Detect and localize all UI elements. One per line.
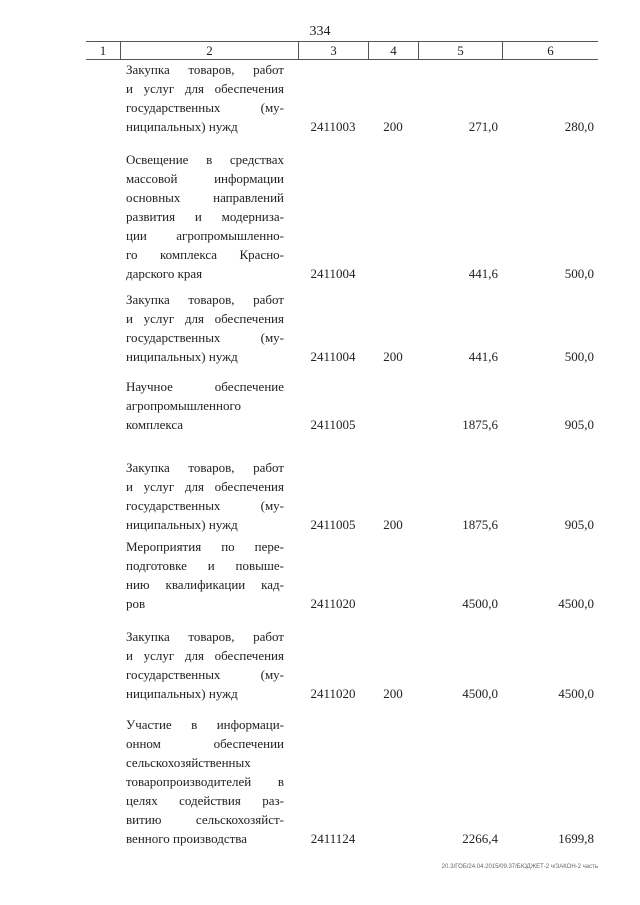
row-name-line: ниципальных) нужд [126,119,238,134]
row-name-line: ниципальных) нужд [126,349,238,364]
row-name-line: комплекса [126,417,184,432]
row-name-line: развития и модерниза- [126,209,284,224]
row-value-col5: 4500,0 [462,596,498,611]
row-name-line: витию сельскохозяйст- [126,812,284,827]
row-name [126,715,284,848]
row-code: 2411124 [310,831,356,846]
row-name-line: основных направлений [126,190,284,205]
row-value-col6: 500,0 [564,266,594,281]
row-name-line: и услуг для обеспечения [126,311,284,326]
row-value-col5: 441,6 [468,266,498,281]
row-name-line: Закупка товаров, работ [126,460,284,475]
row-expense-type: 200 [383,517,403,532]
row-name-line: Закупка товаров, работ [126,292,284,307]
row-expense-type: 200 [383,686,403,701]
row-name-line: целях содействия раз- [126,793,284,808]
row-code: 2411004 [310,266,356,281]
row-name-line: и услуг для обеспечения [126,81,284,96]
row-name-line: агропромышленного [126,398,241,413]
row-name-line: венного производства [126,831,248,846]
row-name [126,290,284,366]
row-name-line: сельскохозяйственных [126,755,251,770]
row-code: 2411004 [310,349,356,364]
row-name-line: ров [126,596,146,611]
column-header-4: 4 [368,42,418,59]
column-header-2: 2 [120,42,298,59]
row-name-line: Научное обеспечение [126,379,284,394]
row-code: 2411003 [310,119,356,134]
row-name [126,150,284,283]
row-code: 2411020 [310,596,356,611]
row-value-col5: 1875,6 [462,417,498,432]
row-value-col6: 4500,0 [558,686,594,701]
column-header-5: 5 [418,42,502,59]
row-value-col5: 1875,6 [462,517,498,532]
column-header-3: 3 [298,42,368,59]
page-number: 334 [309,24,331,39]
row-name-line: ниципальных) нужд [126,686,238,701]
row-value-col5: 271,0 [468,119,498,134]
document-footer: 20.З/ГОБ/24.04.2015/09.37/БЮДЖЕТ-2 ч/ЗАКОН-2 часть [441,864,598,870]
column-header-1: 1 [99,43,107,58]
row-name-line: дарского края [126,266,203,281]
row-name [126,458,284,534]
row-name-line: нию квалификации кад- [126,577,284,592]
row-name-line: Участие в информаци- [126,717,284,732]
row-name-line: Закупка товаров, работ [126,629,284,644]
column-header-6: 6 [502,42,598,59]
row-name-line: и услуг для обеспечения [126,479,284,494]
row-name-line: подготовке и повыше- [126,558,284,573]
row-name-line: массовой информации [126,171,284,186]
row-expense-type: 200 [383,119,403,134]
row-name-line: государственных (му- [126,667,284,682]
row-value-col6: 4500,0 [558,596,594,611]
table-header [86,41,598,60]
row-name-line: Мероприятия по пере- [126,539,284,554]
row-code: 2411005 [310,417,356,432]
row-name-line: Закупка товаров, работ [126,62,284,77]
row-name [126,377,284,434]
row-expense-type: 200 [383,349,403,364]
row-value-col6: 280,0 [564,119,594,134]
row-name [126,627,284,703]
row-name-line: государственных (му- [126,498,284,513]
row-value-col5: 4500,0 [462,686,498,701]
row-name-line: товаропроизводителей в [126,774,284,789]
row-name-line: онном обеспечении [126,736,284,751]
row-name-line: и услуг для обеспечения [126,648,284,663]
row-value-col6: 905,0 [564,517,594,532]
row-name-line: государственных (му- [126,100,284,115]
row-value-col6: 1699,8 [558,831,594,846]
row-value-col6: 500,0 [564,349,594,364]
row-value-col6: 905,0 [564,417,594,432]
row-name-line: государственных (му- [126,330,284,345]
row-name-line: ции агропромышленно- [126,228,284,243]
row-name [126,60,284,136]
row-name [126,537,284,613]
row-value-col5: 2266,4 [462,831,498,846]
row-name-line: го комплекса Красно- [126,247,284,262]
row-name-line: Освещение в средствах [126,152,284,167]
row-value-col5: 441,6 [468,349,498,364]
row-code: 2411020 [310,686,356,701]
row-name-line: ниципальных) нужд [126,517,238,532]
row-code: 2411005 [310,517,356,532]
